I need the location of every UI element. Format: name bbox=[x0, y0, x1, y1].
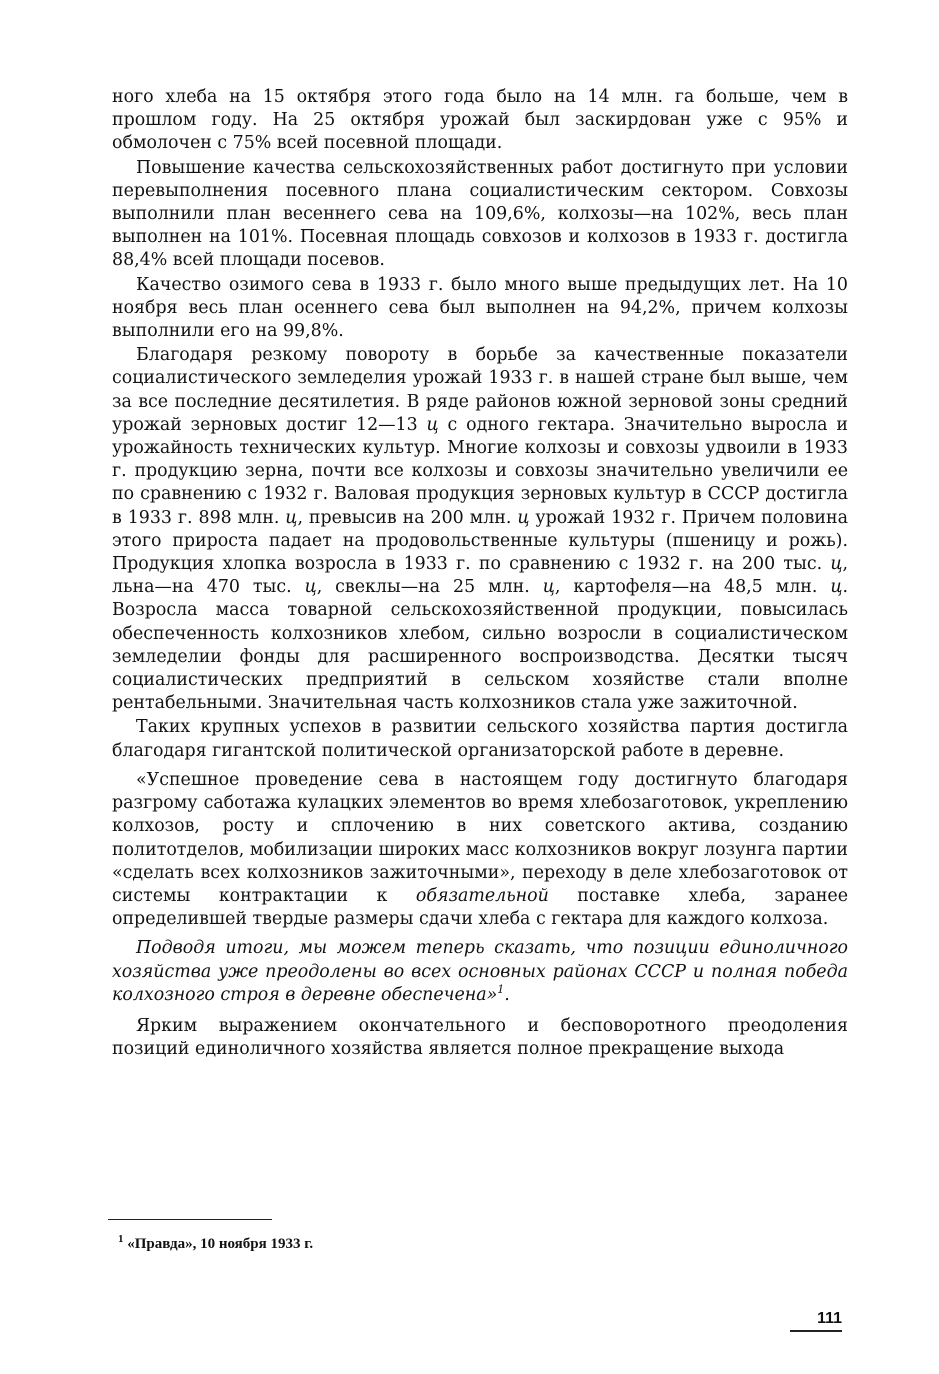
footnote-text: «Правда», 10 ноября 1933 г. bbox=[127, 1236, 314, 1252]
unit-centner: ц bbox=[285, 507, 298, 528]
paragraph-4-text: с одного гектара. Значительно выросла и урожайность технических культур. Многие колхозы и совхозы удвоили в 1933 г. продукцию зерна, почти все колхозы и совхозы значительно увеличили ее по сравнению с 1932 г. Валовая продукция зерновых культур в СССР достигла в 1933 г. 898 млн. bbox=[112, 414, 848, 528]
paragraph-4 bbox=[112, 344, 848, 715]
unit-centner: ц bbox=[517, 507, 530, 528]
paragraph-5: Таких крупных успехов в развитии сельского хозяйства партия достигла благодаря гигантской политической организаторской работе в деревне. bbox=[112, 717, 848, 761]
paragraph-4-text: . Возросла масса товарной сельскохозяйственной продукции, повысилась обеспеченность колхозников хлебом, сильно возросли в социалистическом земледелии фонды для расширенного воспроизводства. Десятки тысяч социалистических предприятий в сельском хозяйстве стали вполне рентабельными. Значительная часть колхозников стала уже зажиточной. bbox=[112, 577, 848, 714]
footnote-divider bbox=[108, 1219, 272, 1220]
quote-conclusion bbox=[112, 937, 848, 1007]
paragraph-4-text: , льна—на 470 тыс. bbox=[112, 554, 848, 598]
paragraph-6: Ярким выражением окончательного и бесповоротного преодоления позиций единоличного хозяйства является полное прекращение выхода bbox=[112, 1015, 848, 1060]
paragraph-4-text: , свеклы—на 25 млн. bbox=[316, 577, 543, 598]
unit-centner: ц bbox=[830, 577, 843, 598]
quote-text-tail: поставке хлеба, заранее определившей твердые размеры сдачи хлеба с гектара для каждого колхоза. bbox=[112, 885, 848, 930]
quote-paragraph bbox=[112, 769, 848, 931]
paragraph-3: Качество озимого сева в 1933 г. было много выше предыдущих лет. На 10 ноября весь план осеннего сева был выполнен на 94,2%, причем колхозы выполнили его на 99,8%. bbox=[112, 274, 848, 342]
quote-conclusion-text: Подводя итоги, мы можем теперь сказать, что позиции единоличного хозяйства уже преодолены во всех основных районах СССР и полная победа колхозного строя в деревне обеспечена» bbox=[112, 938, 848, 1005]
paragraph-4-text: , превысив на 200 млн. bbox=[297, 507, 518, 528]
quote-text: «Успешное проведение сева в настоящем году достигнуто благодаря разгрому саботажа кулацких элементов во время хлебозаготовок, укреплению колхозов, росту и сплочению в них советского актива, созданию политотделов, мобилизации широких масс колхозников вокруг лозунга партии «сделать всех колхозников зажиточными», переходу в деле хлебозаготовок от системы контрактации к bbox=[112, 769, 848, 906]
paragraph-4-text: урожай 1932 г. Причем половина этого прироста падает на продовольственные культуры (пшеницу и рожь). Продукция хлопка возросла в 1933 г. по сравнению с 1932 г. на 200 тыс. bbox=[112, 507, 848, 575]
paragraph-2: Повышение качества сельскохозяйственных работ достигнуто при условии перевыполнения посевного плана социалистическим сектором. Совхозы выполнили план весеннего сева на 109,6%, колхозы—на 102%, весь план выполнен на 101%. Посевная площадь совхозов и колхозов в 1933 г. достигла 88,4% всей площади посевов. bbox=[112, 157, 848, 271]
footnote-marker: 1 bbox=[118, 1233, 124, 1245]
quote-emphasis: обязательной bbox=[415, 885, 549, 906]
unit-centner: ц bbox=[830, 554, 843, 575]
paragraph-4-text: Благодаря резкому повороту в борьбе за качественные показатели социалистического земледелия урожай 1933 г. в нашей стране был выше, чем за все последние десятилетия. В ряде районов южной зерновой зоны средний урожай зерновых достиг 12—13 bbox=[112, 345, 848, 435]
paragraph-1: ного хлеба на 15 октября этого года было на 14 млн. га больше, чем в прошлом году. На 25 октября урожай был заскирдован уже с 95% и обмолочен с 75% всей посевной площади. bbox=[112, 87, 848, 154]
page-number: 111 bbox=[790, 1310, 842, 1332]
footnote bbox=[118, 1233, 314, 1253]
unit-centner: ц bbox=[426, 414, 439, 435]
footnote-reference: 1 bbox=[497, 982, 505, 996]
body-text bbox=[112, 86, 848, 1061]
unit-centner: ц bbox=[542, 577, 555, 598]
quote-conclusion-end: . bbox=[504, 984, 510, 1005]
paragraph-4-text: , картофеля—на 48,5 млн. bbox=[554, 577, 831, 598]
unit-centner: ц bbox=[304, 577, 317, 598]
